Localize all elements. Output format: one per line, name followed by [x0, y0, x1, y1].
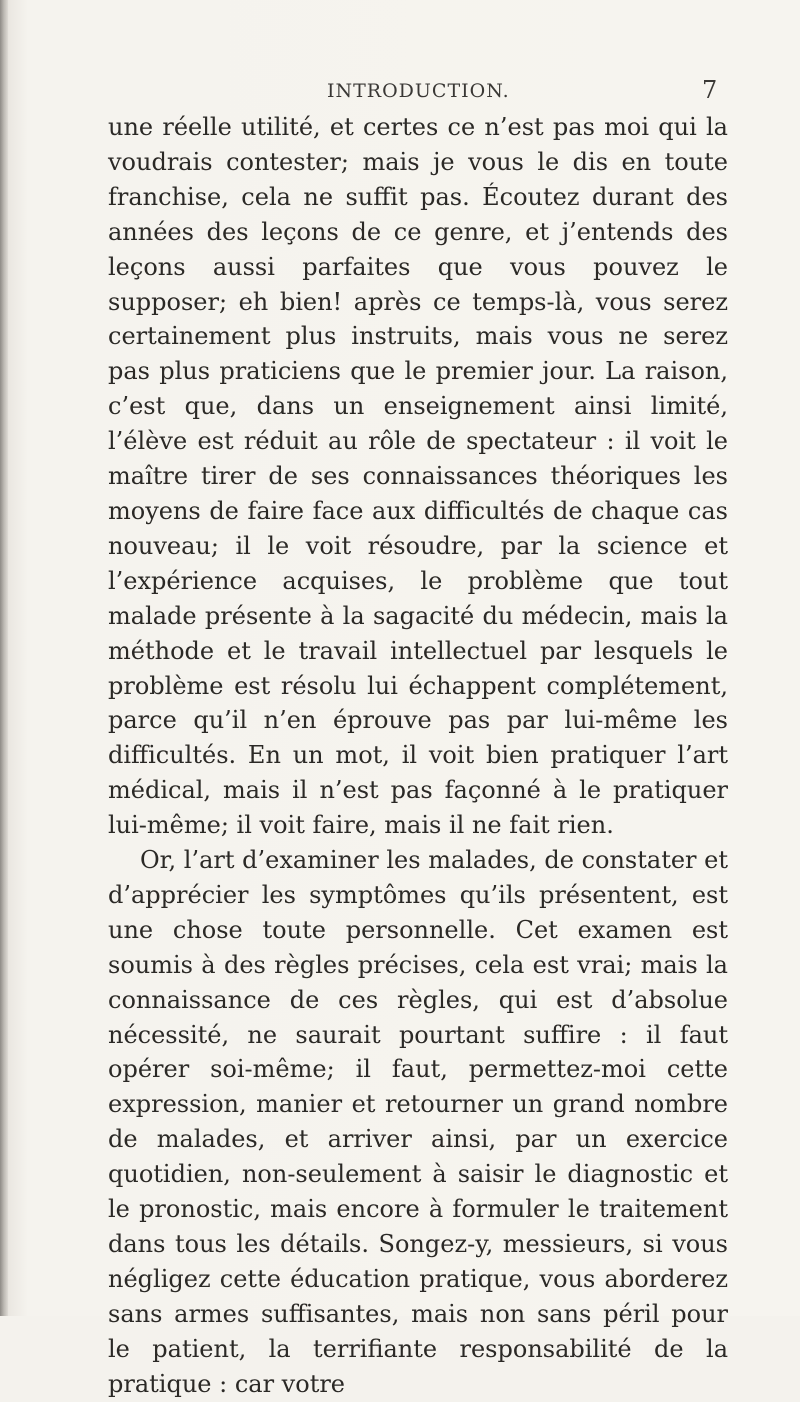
paragraph-1: une réelle utilité, et certes ce n’est pas moi qui la voudrais contester; mais je vous le dis en toute franchise, cela ne suffit pas. Écoutez durant des années des leçons de ce genre, et j’entends des leçons aussi parfaites que vous pouvez le supposer; eh bien! après ce temps-là, vous serez certainement plus instruits, mais vous ne serez pas plus praticiens que le premier jour. La raison, c’est que, dans un enseignement ainsi limité, l’élève est réduit au rôle de spectateur : il voit le maître tirer de ses connaissances théoriques les moyens de faire face aux difficultés de chaque cas nouveau; il le voit résoudre, par la science et l’expérience acquises, le problème que tout malade présente à la sagacité du médecin, mais la méthode et le travail intellectuel par lesquels le problème est résolu lui échappent complétement, parce qu’il n’en éprouve pas par lui-même les difficultés. En un mot, il voit bien pratiquer l’art médical, mais il n’est pas façonné à le pratiquer lui-même; il voit faire, mais il ne fait rien. [108, 113, 728, 840]
body-text [108, 110, 728, 1402]
running-head-title: INTRODUCTION. [327, 80, 510, 102]
page-number: 7 [702, 76, 718, 104]
paragraph-2: Or, l’art d’examiner les malades, de constater et d’apprécier les symptômes qu’ils présentent, est une chose toute personnelle. Cet examen est soumis à des règles précises, cela est vrai; mais la connaissance de ces règles, qui est d’absolue nécessité, ne saurait pourtant suffire : il faut opérer soi-même; il faut, permettez-moi cette expression, manier et retourner un grand nombre de malades, et arriver ainsi, par un exercice quotidien, non-seulement à saisir le diagnostic et le pronostic, mais encore à formuler le traitement dans tous les détails. Songez-y, messieurs, si vous négligez cette éducation pratique, vous aborderez sans armes suffisantes, mais non sans péril pour le patient, la terrifiante responsabilité de la pratique : car votre [108, 846, 728, 1398]
running-head [0, 76, 800, 110]
page-binding-edge [0, 0, 8, 1316]
